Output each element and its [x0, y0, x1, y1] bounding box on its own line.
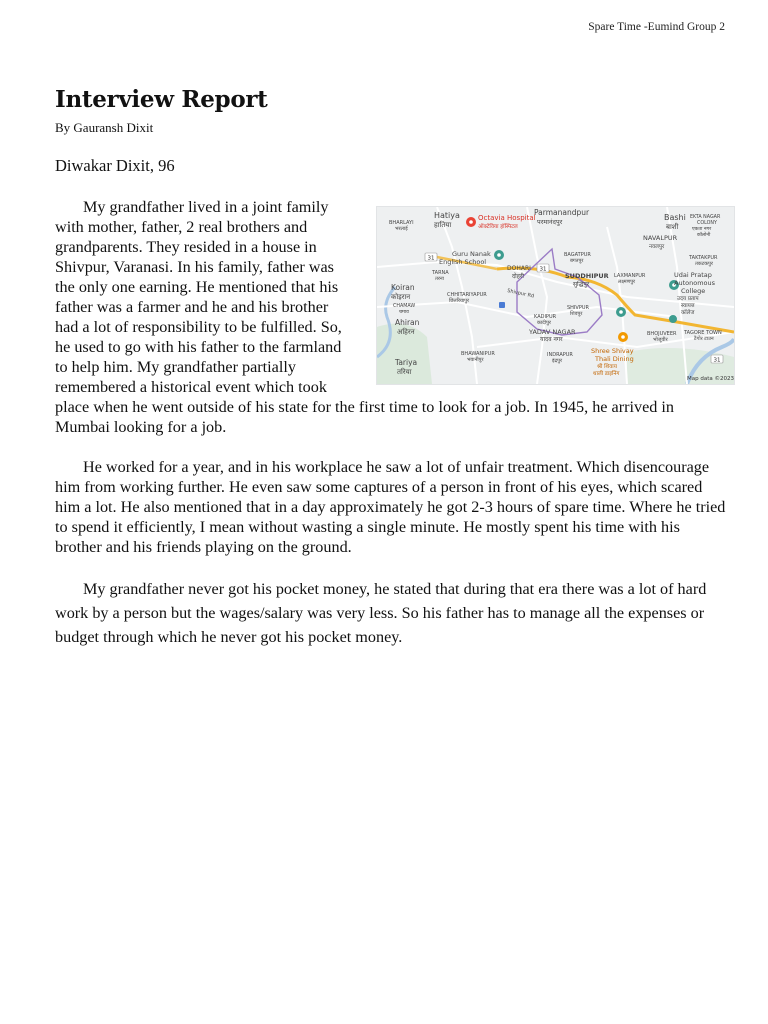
map-label: इंद्रपुर — [552, 358, 562, 364]
map-label: YADAV NAGAR — [529, 328, 576, 336]
map-label: भरलाई — [395, 226, 408, 232]
map-label: सुद्धिपुर — [573, 281, 590, 288]
map-transit-icon — [499, 302, 505, 308]
map-label: BHOJUVEER — [647, 331, 677, 337]
map-label: LAXMANPUR — [614, 273, 646, 279]
map-label: भोजूवीर — [653, 337, 668, 343]
map-label: DOHARI — [507, 265, 531, 272]
map-label: INDRAPUR — [547, 352, 573, 358]
map-label: KADIPUR — [534, 314, 557, 320]
map-label: शिवपुर — [570, 311, 583, 317]
map-label: कादीपुर — [537, 320, 551, 326]
map-label: नवलपुर — [649, 244, 665, 250]
map-label: एकता नगर — [692, 227, 712, 232]
map-image — [376, 206, 735, 385]
map-label: चमाव — [399, 310, 409, 315]
report-body — [55, 197, 734, 649]
map-label: Ahiran — [395, 318, 420, 327]
map-label: कॉलोनी — [697, 233, 711, 238]
map-pin-icon — [466, 217, 476, 227]
map-label: परमानंदपुर — [537, 218, 563, 226]
map-label: TAKTAKPUR — [689, 255, 718, 261]
map-label: NAVALPUR — [643, 234, 678, 242]
map-label: CHHITARIYAPUR — [447, 292, 487, 298]
map-label: तरना — [435, 276, 444, 282]
map-label: Octavia Hospital — [478, 214, 536, 222]
map-label: बगतपुर — [570, 258, 584, 264]
document-title: Interview Report — [55, 86, 268, 113]
map-label: स्वायत्त — [681, 303, 695, 309]
map-label: College — [681, 287, 706, 295]
map-label: SHIVPUR — [567, 305, 589, 311]
map-label: टैगोर टाउन — [694, 336, 714, 342]
map-label: ऑक्टेविया हॉस्पिटल — [478, 224, 518, 230]
map-attribution: Map data ©2023 — [687, 376, 734, 382]
map-label: Tariya — [395, 358, 418, 367]
map-label: Shivpur Rd — [506, 287, 535, 300]
map-road-shield — [711, 355, 723, 364]
map-label: लक्ष्मणपुर — [618, 279, 636, 285]
map-label: CHAMAW — [393, 304, 416, 309]
map-label: तकटकपुर — [695, 261, 713, 267]
paragraph: He worked for a year, and in his workplace he saw a lot of unfair treatment. Which disencourage him from working further. He even saw some captures of a person in front of his eyes, which scared him a lot. He also mentioned that in a day approximately he got 2-3 hours of spare time. Where he tried to spend it efficiently, I mean without wasting a single minute. He mostly spent his time with his brother and his friends playing on the ground. — [55, 458, 726, 556]
map-label: भवानीपुर — [467, 357, 484, 363]
map-label: BAGATPUR — [564, 252, 591, 258]
document-byline: By Gauransh Dixit — [55, 120, 154, 135]
map-label: Guru Nanak — [452, 250, 491, 258]
map-label: BHAWANIPUR — [461, 351, 495, 357]
map-pin-icon — [669, 315, 677, 323]
map-label: थाली डाइनिंग — [593, 371, 620, 377]
paragraph: My grandfather never got his pocket money, he stated that during that era there was a lot of hard work by a person but the wages/salary was very less. So his father has to manage all the expenses or budget through which he never got his pocket money. — [55, 580, 707, 646]
svg-text:31: 31 — [539, 266, 547, 273]
map-label: बाशी — [666, 223, 679, 231]
map-label: TAGORE TOWN — [684, 330, 722, 336]
map-label: Parmanandpur — [534, 208, 590, 217]
map-road-shield — [425, 253, 437, 262]
map-label: Udai Pratap — [674, 271, 712, 279]
map-road-shield — [537, 264, 549, 273]
map-label: Autonomous — [674, 279, 716, 287]
map-label: Bashi — [664, 213, 686, 222]
map-label: English School — [439, 258, 487, 266]
map-pin-icon — [618, 332, 628, 342]
map-label: हातिया — [434, 221, 452, 229]
map-label: तरिया — [397, 368, 412, 376]
map-label: TARNA — [432, 270, 449, 276]
map-label: Thali Dining — [595, 355, 634, 363]
map-label: अहिरन — [397, 328, 415, 336]
map-label: उदय प्रताप — [677, 296, 699, 302]
map-label: Koiran — [391, 283, 415, 292]
map-label: श्री शिवाय — [597, 364, 617, 370]
map-label: Hatiya — [434, 211, 460, 220]
interviewee-name: Diwakar Dixit, 96 — [55, 156, 175, 175]
map-label: यादव नगर — [540, 336, 563, 343]
svg-text:31: 31 — [713, 357, 721, 364]
map-label: COLONY — [697, 221, 717, 226]
map-label: Shree Shivay — [591, 347, 634, 355]
map-label: छितरियापुर — [449, 298, 470, 304]
map-label: कॉलेज — [681, 310, 695, 316]
map-label: EKTA NAGAR — [690, 215, 721, 220]
map-pin-icon — [494, 250, 504, 260]
page-header: Spare Time -Eumind Group 2 — [588, 21, 725, 33]
map-label: BHARLAYI — [389, 220, 414, 226]
svg-text:31: 31 — [427, 255, 435, 262]
map-pin-icon — [616, 307, 626, 317]
map-label: कोइरान — [391, 293, 411, 301]
map-label: दोहरी — [512, 273, 524, 280]
map-label: SUDDHIPUR — [565, 272, 609, 280]
map-svg — [377, 207, 734, 384]
paragraph: My grandfather lived in a joint family with mother, father, 2 real brothers and grandparents. They resided in a house in Shivpur, Varanasi. In his family, father was the only one earning. He mentioned that his father was a farmer and he and his brother had a lot of responsibility to be fulfilled. So, he used to go with his father to the farmland to help him. My grandfather partially remembered a historical event which took place when he went outside of his state for the first time to look for a job. In 1945, he arrived in Mumbai looking for a job. — [55, 198, 675, 436]
